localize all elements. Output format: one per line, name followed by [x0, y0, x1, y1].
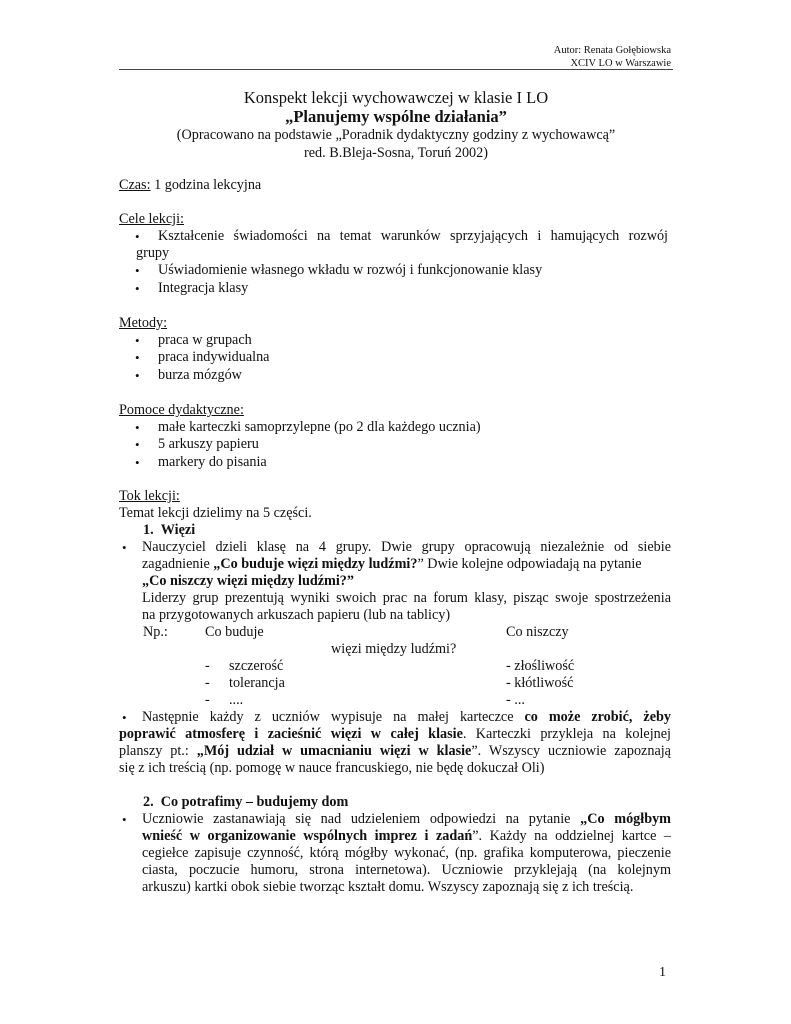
metody-item: praca indywidualna	[158, 349, 270, 365]
part1-p3-line1	[142, 709, 671, 726]
part1-p3-line3-b: „Mój udział w umacnianiu więzi w klasie	[196, 743, 472, 759]
bullet-icon: •	[122, 540, 127, 555]
header-rule	[119, 69, 673, 70]
metody-item: burza mózgów	[158, 367, 242, 383]
example-left-item: ....	[229, 692, 244, 708]
part1-p3-line3-a: planszy pt.:	[119, 743, 197, 759]
doc-source-line2: red. B.Bleja-Sosna, Toruń 2002)	[304, 145, 488, 161]
example-col-buduje: Co buduje	[205, 624, 264, 640]
part1-question1: „Co buduje więzi między ludźmi?	[213, 556, 418, 572]
bullet-icon: •	[135, 437, 140, 452]
part1-p3-line1-b: co może zrobić, żeby	[524, 709, 672, 725]
example-col-niszczy: Co niszczy	[506, 624, 569, 640]
czas-value: 1 godzina lekcyjna	[150, 177, 262, 193]
tok-label: Tok lekcji:	[119, 488, 180, 504]
pomoce-item: małe karteczki samoprzylepne (po 2 dla każdego ucznia)	[158, 419, 481, 435]
part2-line1-a: Uczniowie zastanawiają się nad udzieleniem odpowiedzi na pytanie	[142, 811, 581, 827]
pomoce-item: markery do pisania	[158, 454, 267, 470]
page-number: 1	[659, 965, 666, 980]
part2-line1-b: „Co mógłbym	[580, 811, 672, 827]
part2-heading	[143, 794, 348, 811]
bullet-icon: •	[135, 229, 140, 244]
part1-p2-line1: Liderzy grup prezentują wyniki swoich prac na forum klasy, pisząc swoje spostrzeżenia	[142, 590, 671, 606]
bullet-icon: •	[135, 455, 140, 470]
czas-label: Czas:	[119, 177, 151, 193]
cele-item2: Uświadomienie własnego wkładu w rozwój i funkcjonowanie klasy	[158, 262, 543, 278]
part2-line2-a: wnieść w organizowanie wspólnych imprez i zadań	[142, 828, 473, 844]
bullet-icon: •	[135, 350, 140, 365]
part1-p3-line4: się z ich treścią (np. pomogę w nauce francuskiego, nie będę dokuczał Oli)	[119, 760, 545, 776]
bullet-icon: •	[122, 812, 127, 827]
part1-heading-text: Więzi	[160, 522, 196, 538]
example-center: więzi między ludźmi?	[331, 641, 457, 657]
part2-line1	[142, 811, 671, 828]
cele-item3: Integracja klasy	[158, 280, 249, 296]
part2-line4: ciasta, poczucie humoru, strona internetowa). Uczniowie przyklejają (na kolejnym	[142, 862, 671, 878]
part1-p3-line3	[119, 743, 671, 760]
part2-line2-b: ”. Każdy na oddzielnej kartce –	[472, 828, 671, 844]
example-left-item: szczerość	[229, 658, 284, 674]
part1-p2-line2: na przygotowanych arkuszach papieru (lub na tablicy)	[142, 607, 451, 623]
example-right-item: - kłótliwość	[506, 675, 574, 691]
bullet-icon: •	[135, 420, 140, 435]
bullet-icon: •	[135, 263, 140, 278]
part2-heading-text: Co potrafimy – budujemy dom	[160, 794, 349, 810]
pomoce-label: Pomoce dydaktyczne:	[119, 402, 244, 418]
metody-label: Metody:	[119, 315, 168, 331]
cele-item1-line2: grupy	[136, 245, 170, 261]
part2-line3: cegiełce zapisuje czynność, którą mógłby wykonać, (np. grafika komputerowa, pieczenie	[142, 845, 671, 861]
doc-subtitle: „Planujemy wspólne działania”	[285, 107, 507, 126]
example-right-item: - ...	[506, 692, 525, 708]
bullet-icon: •	[135, 281, 140, 296]
example-dash: -	[205, 675, 210, 691]
cele-item1-line1: Kształcenie świadomości na temat warunków sprzyjających i hamujących rozwój	[158, 228, 668, 244]
part1-p1-line2	[142, 556, 642, 573]
header-author: Autor: Renata Gołębiowska	[553, 45, 671, 56]
metody-item: praca w grupach	[158, 332, 252, 348]
part2-line5: arkuszu) kartki obok siebie tworząc kształt domu. Wszyscy zapoznają się z ich treścią.	[142, 879, 634, 895]
part2-heading-num: 2.	[143, 794, 154, 810]
part1-p3-line3-c: ”. Wszyscy uczniowie zapoznają	[471, 743, 671, 759]
example-np: Np.:	[143, 624, 168, 640]
example-right-item: - złośliwość	[506, 658, 575, 674]
part1-heading	[143, 522, 195, 539]
doc-title: Konspekt lekcji wychowawczej w klasie I LO	[243, 88, 549, 107]
part1-p1-line1: Nauczyciel dzieli klasę na 4 grupy. Dwie grupy opracowują niezależnie od siebie	[142, 539, 671, 555]
part1-p3-line2-b: . Karteczki przykleja na kolejnej	[462, 726, 671, 742]
czas-line	[119, 177, 261, 194]
cele-label: Cele lekcji:	[119, 211, 185, 227]
part1-p3-line2-a: poprawić atmosferę i zacieśnić więzi w całej klasie	[119, 726, 463, 742]
example-dash: -	[205, 658, 210, 674]
bullet-icon: •	[122, 710, 127, 725]
pomoce-item: 5 arkuszy papieru	[158, 436, 259, 452]
part1-p1-line2-a: zagadnienie	[142, 556, 214, 572]
example-dash: -	[205, 692, 210, 708]
part2-line2	[142, 828, 671, 845]
bullet-icon: •	[135, 333, 140, 348]
part1-p1-line2-c: ” Dwie kolejne odpowiadają na pytanie	[417, 556, 642, 572]
part1-question2: „Co niszczy więzi między ludźmi?”	[142, 573, 354, 589]
bullet-icon: •	[135, 368, 140, 383]
tok-intro: Temat lekcji dzielimy na 5 części.	[119, 505, 312, 521]
example-left-item: tolerancja	[229, 675, 285, 691]
part1-p3-line1-a: Następnie każdy z uczniów wypisuje na małej karteczce	[142, 709, 525, 725]
header-school: XCIV LO w Warszawie	[570, 58, 671, 69]
part1-heading-num: 1.	[143, 522, 154, 538]
part1-p3-line2	[119, 726, 671, 743]
doc-source-line1: (Opracowano na podstawie „Poradnik dydaktyczny godziny z wychowawcą”	[176, 127, 616, 143]
